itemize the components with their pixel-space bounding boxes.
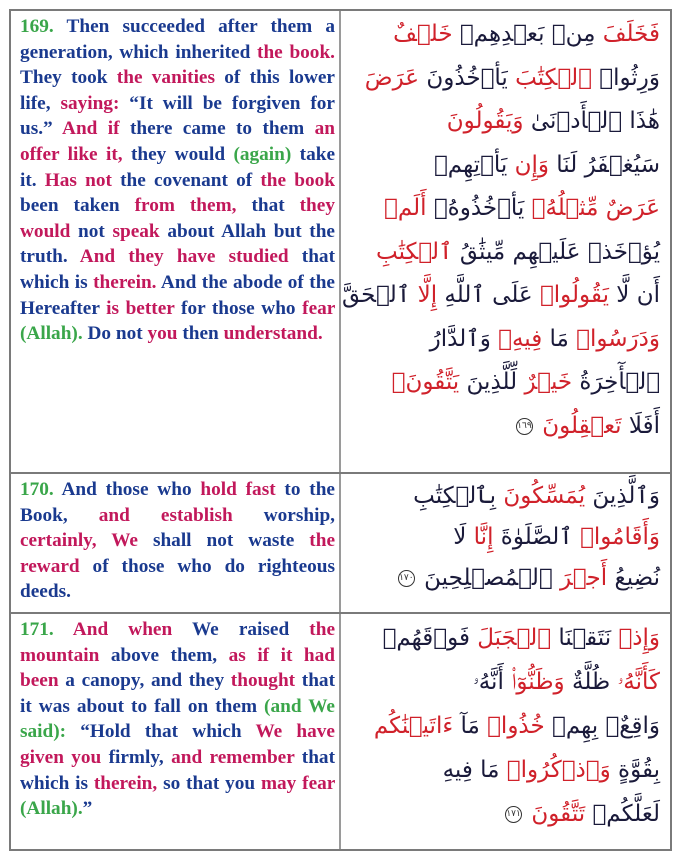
- highlighted-text: the reward: [20, 530, 335, 577]
- translation-text: about Allah but the truth.: [20, 220, 335, 268]
- arabic-line: [349, 660, 660, 704]
- highlighted-text: from them,: [134, 195, 237, 217]
- highlighted-text: the mountain: [20, 619, 335, 666]
- translation-text: that it was about to fall on them: [20, 670, 335, 717]
- arabic-word: وَدَرَسُوا۟: [568, 325, 660, 352]
- arabic-word: يُؤۡخَذۡ عَلَيۡهِم مِّيثَٰقُ: [452, 238, 660, 265]
- translation-text: that which is: [20, 746, 335, 794]
- arabic-word: سَيُغۡفَرُ لَنَا: [548, 151, 660, 178]
- translation-text: there came to them: [119, 118, 315, 140]
- arabic-line: [349, 100, 660, 144]
- arabic-line: [349, 231, 660, 275]
- translation-text: of those who do righteous deeds.: [20, 555, 335, 603]
- highlighted-text: Has not: [44, 169, 112, 191]
- ayah-number-marker: ١٦٩: [516, 418, 533, 435]
- arabic-word: نَتَقۡنَا: [551, 625, 612, 651]
- highlighted-text: fear: [302, 297, 335, 319]
- arabic-word: وَظَنُّوٓا۟: [503, 669, 565, 695]
- highlighted-text: thought: [230, 670, 296, 692]
- arabic-word: يَأۡتِهِمۡ: [433, 151, 508, 178]
- arabic-line: [349, 361, 660, 405]
- translation-text: We raised: [172, 619, 310, 640]
- arabic-line: [349, 748, 660, 792]
- arabic-word: وَأَقَامُوا۟: [572, 524, 660, 550]
- highlighted-text: an offer like it,: [20, 118, 335, 165]
- arabic-word: إِنَّا: [466, 524, 494, 550]
- english-translation-cell: [11, 11, 341, 472]
- translation-text: been taken: [20, 195, 135, 217]
- highlighted-text: the vanities: [116, 67, 215, 89]
- arabic-word: يُمَسِّكُونَ: [496, 483, 586, 509]
- highlighted-text: We have given you: [20, 721, 335, 768]
- verse-row-171: [11, 612, 670, 849]
- translation-text: worship,: [232, 504, 335, 526]
- ayah-number-marker: ١٧٠: [398, 570, 415, 587]
- arabic-word: أَلَمۡ: [384, 195, 427, 221]
- arabic-word: فَوۡقَهُمۡ: [382, 625, 470, 651]
- arabic-word: بِٱلۡكِتَٰبِ: [413, 483, 497, 509]
- arabic-word: وَٱذۡكُرُوا۟: [499, 757, 611, 783]
- arabic-word: أَجۡرَ: [552, 565, 608, 591]
- arabic-line: [349, 476, 660, 517]
- arabic-word: ٱلۡكِتَٰبَ: [507, 64, 592, 91]
- arabic-word: ٱلۡأٓخِرَةُ: [572, 369, 660, 395]
- english-translation-text: [20, 477, 335, 605]
- arabic-line: [349, 187, 660, 231]
- arabic-word: فِيهِۗ: [490, 325, 543, 352]
- arabic-line: [349, 792, 660, 836]
- arabic-word: ٱلۡمُصۡلِحِينَ: [424, 565, 553, 591]
- translation-text: not: [70, 220, 113, 242]
- verse-table: [9, 9, 672, 851]
- translation-text: for those who: [174, 297, 303, 319]
- verse-number: 171.: [20, 619, 54, 640]
- arabic-word: كَأَنَّهُۥ: [610, 669, 660, 695]
- arabic-word: يَقُولُوا۟: [532, 282, 609, 308]
- arabic-word: أَن لَّا: [608, 282, 660, 308]
- translation-text: They took: [20, 67, 117, 89]
- translation-text: And the abode of the Hereafter: [20, 271, 335, 319]
- arabic-word: تَعۡقِلُونَ: [542, 412, 622, 439]
- arabic-word: تَتَّقُونَ: [531, 801, 586, 827]
- arabic-word: إِلَّا: [410, 282, 438, 308]
- ayah-number-marker: ١٧١: [505, 806, 522, 823]
- translation-text: then: [177, 323, 224, 345]
- highlighted-text: saying:: [60, 92, 120, 114]
- translation-text: ”: [82, 798, 93, 820]
- arabic-word: ٱلۡحَقَّ: [341, 282, 411, 308]
- arabic-word: وَيَقُولُونَ: [446, 108, 524, 134]
- translation-text: “It will be forgiven for us.”: [20, 92, 335, 140]
- highlighted-text: is better: [106, 297, 175, 319]
- arabic-word: لَا: [453, 524, 467, 550]
- arabic-word: مِنۢ بَعۡدِهِمۡ: [452, 21, 596, 47]
- arabic-word: عَرَضَ: [364, 64, 420, 91]
- arabic-word: وَٱلدَّارُ: [429, 325, 491, 352]
- highlighted-text: the book: [260, 169, 335, 191]
- arabic-line: [349, 558, 660, 599]
- arabic-word: ظُلَّةٌ: [564, 669, 611, 695]
- translation-text: take it.: [20, 143, 335, 191]
- arabic-word: أَنَّهُۥ: [472, 669, 504, 695]
- verse-row-169: [11, 11, 670, 472]
- translation-text: the covenant of: [111, 169, 261, 191]
- arabic-word: وَٱلَّذِينَ: [585, 483, 660, 509]
- arabic-word: مَا: [542, 325, 569, 352]
- arabic-word: أَفَلَا: [621, 412, 660, 439]
- translation-text: that which is: [20, 246, 335, 293]
- parenthetical-text: (again): [233, 143, 292, 165]
- arabic-line: [349, 144, 660, 188]
- arabic-word: وَإِن: [507, 151, 549, 178]
- highlighted-text: therein.: [93, 271, 157, 293]
- translation-text: firmly,: [101, 746, 172, 768]
- translation-text: above them,: [99, 644, 229, 666]
- translation-text: of this lower life,: [20, 67, 335, 114]
- arabic-word: مَآ: [453, 713, 480, 739]
- arabic-word: خُذُوا۟: [479, 713, 545, 739]
- translation-text: “Hold that which: [66, 721, 256, 743]
- translation-text: Then succeeded after them a generation, which inherited: [20, 16, 335, 63]
- arabic-word: فَخَلَفَ: [595, 21, 660, 47]
- arabic-word: ءَاتَيۡنَٰكُم: [373, 713, 454, 739]
- translation-text: shall not waste: [137, 530, 310, 552]
- highlighted-text: the book.: [257, 41, 335, 63]
- verse-row-170: [11, 472, 670, 612]
- highlighted-text: as if it had been: [20, 644, 336, 692]
- verse-number: 169.: [20, 16, 54, 37]
- arabic-word: وَاقِعٌۢ بِهِمۡ: [544, 713, 660, 739]
- translation-text: so that you: [157, 772, 261, 794]
- arabic-word: وَرِثُوا۟: [591, 64, 660, 91]
- verse-number: 170.: [20, 479, 54, 500]
- arabic-word: بِقُوَّةٍ: [610, 757, 660, 783]
- arabic-word: عَلَى ٱللَّهِ: [437, 282, 533, 308]
- arabic-word: ٱلۡكِتَٰبِ: [376, 238, 453, 265]
- arabic-line: [349, 405, 660, 449]
- arabic-word: لِّلَّذِينَ: [459, 369, 518, 395]
- highlighted-text: And when: [53, 619, 173, 640]
- arabic-text-cell: [343, 474, 670, 612]
- translation-text: to the Book,: [20, 479, 335, 526]
- highlighted-text: speak: [112, 220, 160, 242]
- arabic-word: ٱلۡجَبَلَ: [469, 625, 552, 651]
- translation-text: they would: [122, 143, 234, 165]
- arabic-word: خَلۡفٌ: [393, 21, 453, 47]
- english-translation-text: [20, 14, 335, 347]
- arabic-word: ٱلصَّلَوٰةَ: [493, 524, 573, 550]
- arabic-word: مَا فِيهِ: [442, 757, 500, 783]
- english-translation-text: [20, 617, 335, 822]
- arabic-word: هَٰذَا ٱلۡأَدۡنَىٰ: [523, 108, 660, 134]
- arabic-word: يَأۡخُذُونَ: [419, 64, 508, 91]
- arabic-line: [349, 517, 660, 558]
- highlighted-text: and establish: [98, 504, 233, 526]
- arabic-line: [349, 318, 660, 362]
- arabic-text-cell: [343, 614, 670, 849]
- parenthetical-text: (Allah).: [20, 798, 83, 820]
- arabic-word: يَتَّقُونَۚ: [391, 369, 460, 395]
- highlighted-text: And they have studied: [79, 246, 289, 268]
- arabic-word: لَعَلَّكُمۡ: [585, 801, 660, 827]
- arabic-line: [349, 13, 660, 57]
- arabic-line: [349, 57, 660, 101]
- arabic-line: [349, 704, 660, 748]
- highlighted-text: they would: [20, 195, 335, 242]
- highlighted-text: understand.: [223, 323, 323, 345]
- translation-text: that: [236, 195, 300, 217]
- translation-text: And those who: [53, 479, 201, 500]
- arabic-word: عَرَضٌ مِّثۡلُهُۥ: [524, 195, 660, 221]
- arabic-line: [341, 274, 660, 318]
- highlighted-text: therein,: [93, 772, 158, 794]
- parenthetical-text: (and We said):: [20, 695, 335, 743]
- translation-text: Do not: [82, 323, 148, 345]
- highlighted-text: and remember: [171, 746, 295, 768]
- arabic-line: [349, 616, 660, 660]
- arabic-word: وَإِذۡ: [611, 625, 660, 651]
- arabic-word: نُضِيعُ: [607, 565, 660, 591]
- highlighted-text: you: [147, 323, 178, 345]
- highlighted-text: may fear: [260, 772, 335, 794]
- parenthetical-text: (Allah).: [20, 323, 83, 345]
- arabic-word: يَأۡخُذُوهُۚ: [426, 195, 525, 221]
- arabic-text-cell: [343, 11, 670, 472]
- english-translation-cell: [11, 474, 341, 612]
- english-translation-cell: [11, 614, 341, 849]
- highlighted-text: And if: [62, 118, 120, 140]
- highlighted-text: certainly, We: [20, 530, 138, 552]
- highlighted-text: hold fast: [200, 479, 276, 500]
- arabic-word: خَيۡرٌ: [517, 369, 573, 395]
- translation-text: a canopy, and they: [58, 670, 231, 692]
